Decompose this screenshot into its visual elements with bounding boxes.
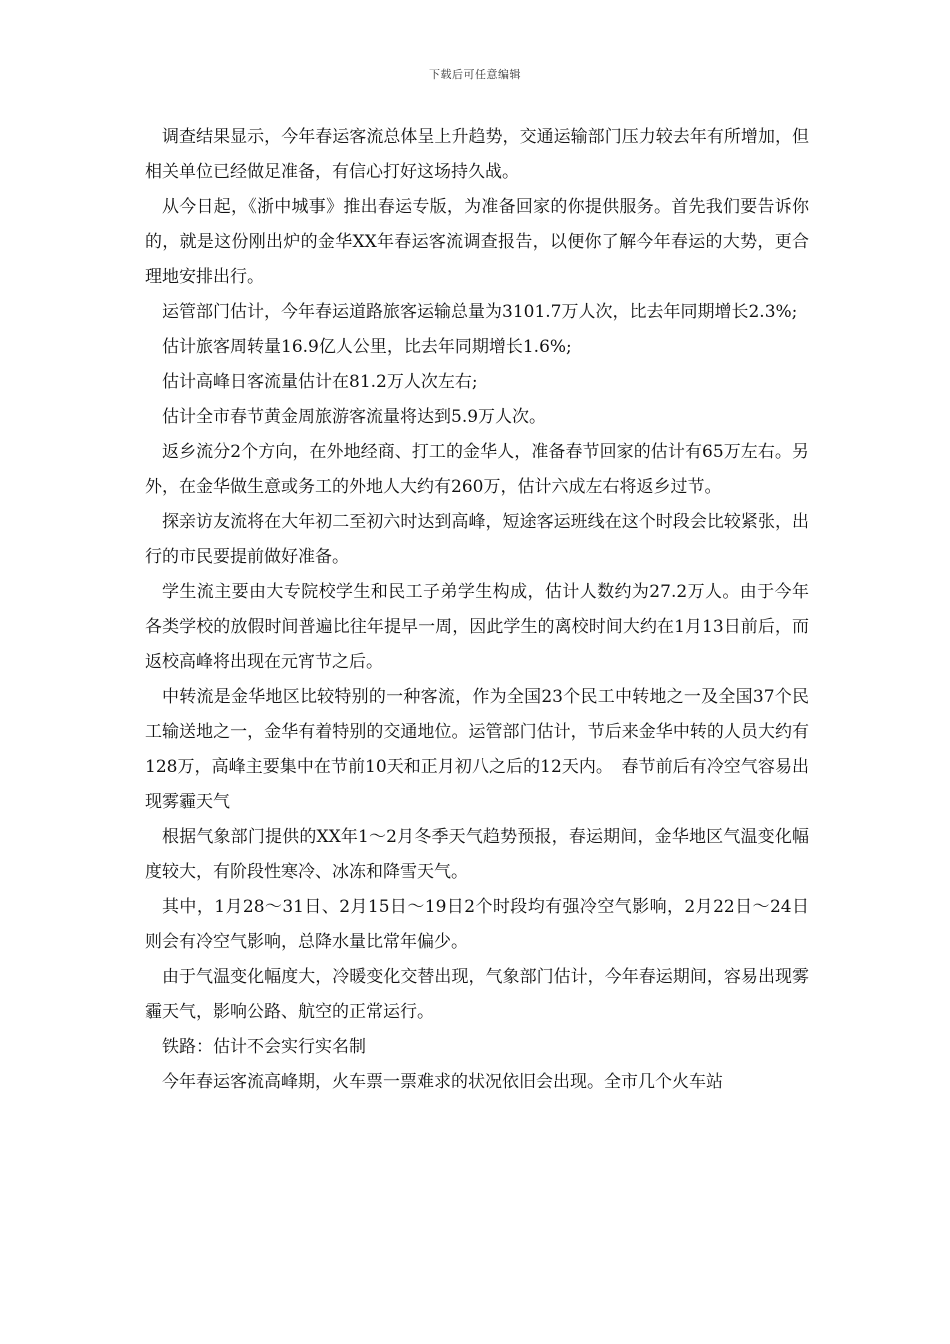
- header-note: 下载后可任意编辑: [429, 68, 521, 81]
- paragraph-10: 中转流是金华地区比较特别的一种客流，作为全国23个民工中转地之一及全国37个民工输送地之一，金华有着特别的交通地位。运管部门估计，节后来金华中转的人员大约有128万，高峰主要集中在节前10天和正月初八之后的12天内。 春节前后有冷空气容易出现雾霾天气: [145, 687, 809, 812]
- paragraph-13: 由于气温变化幅度大，冷暖变化交替出现，气象部门估计，今年春运期间，容易出现雾霾天气，影响公路、航空的正常运行。: [145, 967, 809, 1022]
- paragraph-2: 从今日起，《浙中城事》推出春运专版，为准备回家的你提供服务。首先我们要告诉你的，就是这份刚出炉的金华XX年春运客流调查报告，以便你了解今年春运的大势，更合理地安排出行。: [145, 197, 809, 287]
- section-heading-railway: 铁路：估计不会实行实名制: [162, 1037, 366, 1057]
- paragraph-8: 探亲访友流将在大年初二至初六时达到高峰，短途客运班线在这个时段会比较紧张，出行的市民要提前做好准备。: [145, 512, 809, 567]
- paragraph-7: 返乡流分2个方向，在外地经商、打工的金华人，准备春节回家的估计有65万左右。另外，在金华做生意或务工的外地人大约有260万，估计六成左右将返乡过节。: [145, 442, 809, 497]
- paragraph-9: 学生流主要由大专院校学生和民工子弟学生构成，估计人数约为27.2万人。由于今年各类学校的放假时间普遍比往年提早一周，因此学生的离校时间大约在1月13日前后，而返校高峰将出现在元宵节之后。: [145, 582, 809, 672]
- paragraph-4: 估计旅客周转量16.9亿人公里，比去年同期增长1.6%;: [162, 337, 572, 357]
- paragraph-1: 调查结果显示，今年春运客流总体呈上升趋势，交通运输部门压力较去年有所增加，但相关单位已经做足准备，有信心打好这场持久战。: [145, 127, 809, 182]
- paragraph-15: 今年春运客流高峰期，火车票一票难求的状况依旧会出现。全市几个火车站: [162, 1072, 723, 1092]
- paragraph-11: 根据气象部门提供的XX年1～2月冬季天气趋势预报，春运期间，金华地区气温变化幅度较大，有阶段性寒冷、冰冻和降雪天气。: [145, 827, 809, 882]
- paragraph-6: 估计全市春节黄金周旅游客流量将达到5.9万人次。: [162, 407, 547, 427]
- paragraph-12: 其中，1月28～31日、2月15日～19日2个时段均有强冷空气影响，2月22日～24日则会有冷空气影响，总降水量比常年偏少。: [145, 897, 809, 952]
- paragraph-3: 运管部门估计，今年春运道路旅客运输总量为3101.7万人次，比去年同期增长2.3%;: [162, 302, 798, 322]
- paragraph-5: 估计高峰日客流量估计在81.2万人次左右;: [162, 372, 478, 392]
- document-body: [145, 120, 809, 1100]
